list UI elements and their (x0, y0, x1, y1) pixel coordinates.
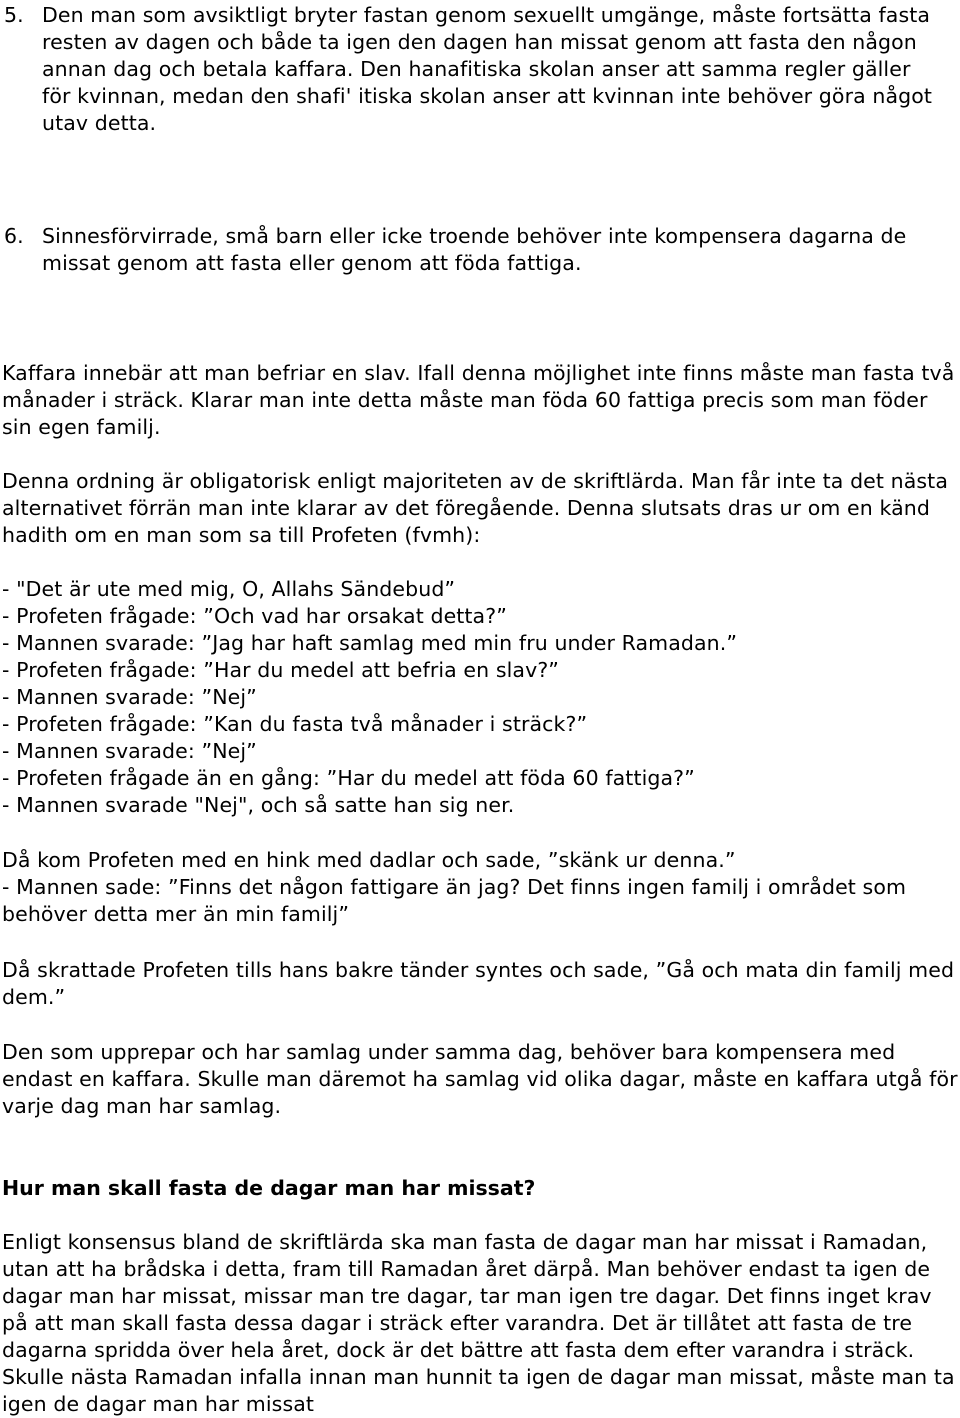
dialogue-line: - Mannen svarade: ”Nej” (2, 685, 257, 709)
dialogue-line: - Profeten frågade: ”Har du medel att befria en slav?” (2, 658, 560, 682)
dialogue-line: - Mannen svarade: ”Nej” (2, 739, 257, 763)
paragraph-dadlar: Då kom Profeten med en hink med dadlar och sade, ”skänk ur denna.” - Mannen sade: ”Finns det någon fattigare än jag? Det finns ingen familj i området som behöver detta mer än min familj” (2, 848, 907, 926)
dialogue-line: - "Det är ute med mig, O, Allahs Sändebud” (2, 577, 456, 601)
list-number: 6. (4, 224, 24, 248)
dialogue-line: - Profeten frågade: ”Och vad har orsakat detta?” (2, 604, 507, 628)
list-item-6 (4, 223, 942, 277)
paragraph-skrattade: Då skrattade Profeten tills hans bakre tänder syntes och sade, ”Gå och mata din familj med dem.” (2, 958, 955, 1009)
paragraph-konsensus: Enligt konsensus bland de skriftlärda ska man fasta de dagar man har missat i Ramadan, utan att ha brådska i detta, fram till Ramadan året därpå. Man behöver endast ta igen de dagar man har missat, missar man tre dagar, tar man igen tre dagar. Det finns inget krav på att man skall fasta dessa dagar i sträck efter varandra. Det är tillåtet att fasta de tre dagarna spridda över hela året, dock är det bättre att fasta dem efter varandra i sträck. Skulle nästa Ramadan infalla innan man hunnit ta igen de dagar man missat, måste man ta igen de dagar man har missat (2, 1230, 955, 1416)
hadith-dialogue (2, 576, 960, 819)
paragraph-ordning: Denna ordning är obligatorisk enligt majoriteten av de skriftlärda. Man får inte ta det nästa alternativet förrän man inte klarar av det föregående. Denna slutsats dras ur om en känd hadith om en man som sa till Profeten (fvmh): (2, 469, 948, 547)
dialogue-line: - Mannen svarade: ”Jag har haft samlag med min fru under Ramadan.” (2, 631, 738, 655)
dialogue-line: - Profeten frågade än en gång: ”Har du medel att föda 60 fattiga?” (2, 766, 695, 790)
paragraph-upprepar: Den som upprepar och har samlag under samma dag, behöver bara kompensera med endast en kaffara. Skulle man däremot ha samlag vid olika dagar, måste en kaffara utgå för varje dag man har samlag. (2, 1040, 958, 1118)
list-number: 5. (4, 3, 24, 27)
section-heading: Hur man skall fasta de dagar man har missat? (2, 1176, 536, 1200)
dialogue-line: - Profeten frågade: ”Kan du fasta två månader i sträck?” (2, 712, 588, 736)
list-item-5 (4, 2, 942, 137)
list-item-text: Sinnesförvirrade, små barn eller icke troende behöver inte kompensera dagarna de missat genom att fasta eller genom att föda fattiga. (42, 224, 907, 275)
dialogue-line: - Mannen svarade "Nej", och så satte han sig ner. (2, 793, 515, 817)
paragraph-kaffara: Kaffara innebär att man befriar en slav. Ifall denna möjlighet inte finns måste man fasta två månader i sträck. Klarar man inte detta måste man föda 60 fattiga precis som man föder sin egen familj. (2, 361, 955, 439)
list-item-text: Den man som avsiktligt bryter fastan genom sexuellt umgänge, måste fortsätta fasta resten av dagen och både ta igen den dagen han missat genom att fasta den någon annan dag och betala kaffara. Den hanafitiska skolan anser att samma regler gäller för kvinnan, medan den shafi' itiska skolan anser att kvinnan inte behöver göra något utav detta. (42, 3, 933, 135)
